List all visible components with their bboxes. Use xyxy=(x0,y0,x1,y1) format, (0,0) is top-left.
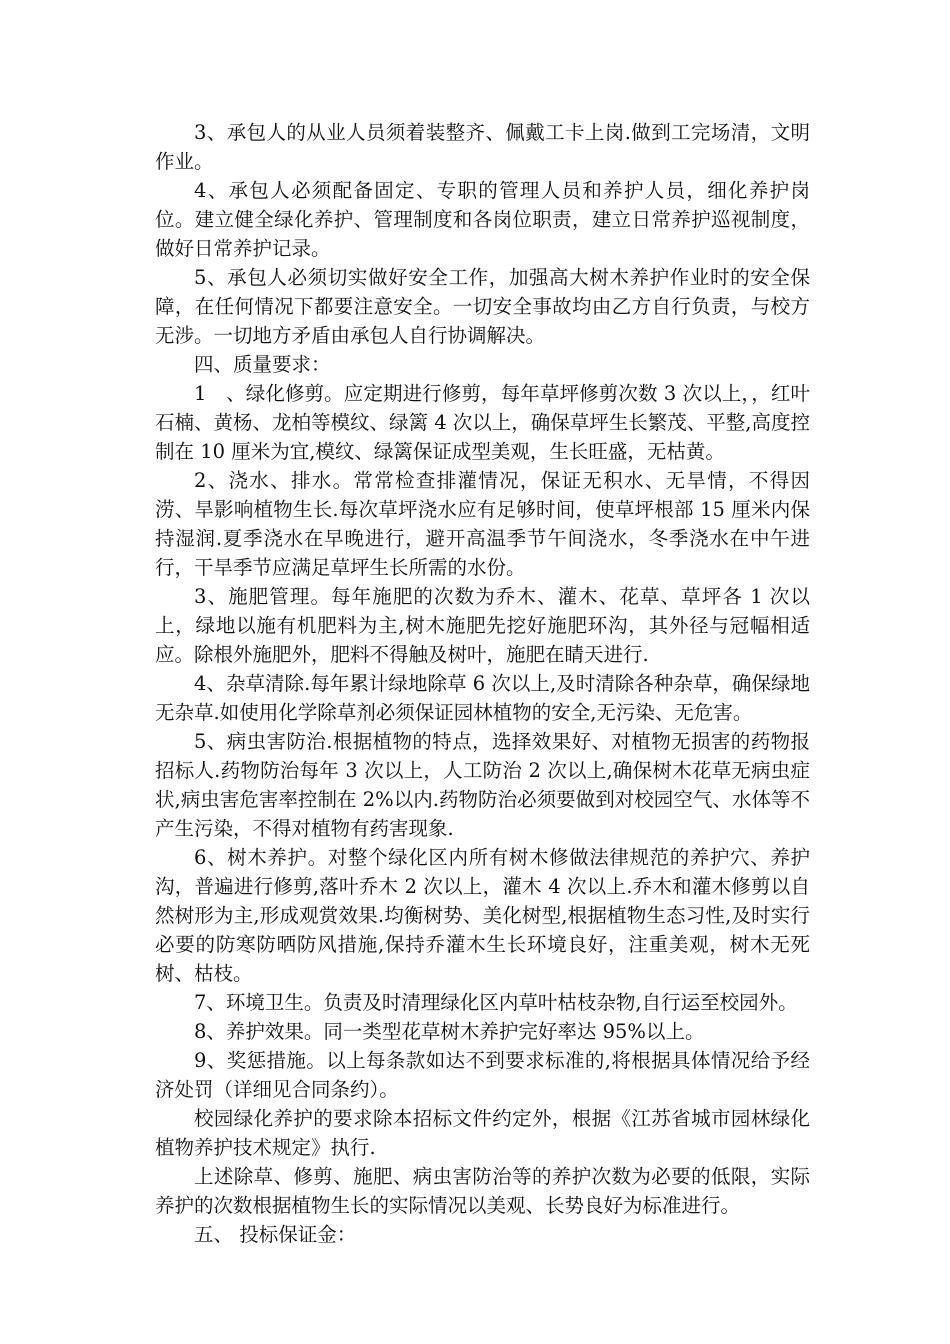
document-body xyxy=(155,118,810,1249)
paragraph-weeding: 4、杂草清除.每年累计绿地除草 6 次以上,及时清除各种杂草，确保绿地无杂草.如使用化学除草剂必须保证园林植物的安全,无污染、无危害。 xyxy=(155,672,810,724)
paragraph-minimum-frequency: 上述除草、修剪、施肥、病虫害防治等的养护次数为必要的低限，实际养护的次数根据植物生长的实际情况以美观、长势良好为标准进行。 xyxy=(155,1165,810,1217)
paragraph-rewards-penalties: 9、奖惩措施。以上每条款如达不到要求标准的,将根据具体情况给予经济处罚（详细见合同条约）。 xyxy=(155,1049,810,1101)
paragraph-staff-attire: 3、承包人的从业人员须着装整齐、佩戴工卡上岗.做到工完场清，文明作业。 xyxy=(155,121,810,173)
section-heading-quality: 四、质量要求： xyxy=(194,353,331,376)
section-heading-bid-bond: 五、 投标保证金： xyxy=(194,1223,357,1246)
paragraph-sanitation: 7、环境卫生。负责及时清理绿化区内草叶枯枝杂物,自行运至校园外。 xyxy=(194,991,798,1014)
paragraph-pest-control: 5、病虫害防治.根据植物的特点，选择效果好、对植物无损害的药物报招标人.药物防治每年 3 次以上，人工防治 2 次以上,确保树木花草无病虫症状,病虫害危害率控制在 2%以内.药物防治必须要做到对校园空气、水体等不产生污染，不得对植物有药害现象. xyxy=(155,730,810,840)
paragraph-management-staff: 4、承包人必须配备固定、专职的管理人员和养护人员，细化养护岗位。建立健全绿化养护、管理制度和各岗位职责，建立日常养护巡视制度，做好日常养护记录。 xyxy=(155,179,810,260)
paragraph-care-result: 8、养护效果。同一类型花草树木养护完好率达 95%以上。 xyxy=(194,1020,705,1043)
paragraph-fertilizing: 3、施肥管理。每年施肥的次数为乔木、灌木、花草、草坪各 1 次以上，绿地以施有机肥料为主,树木施肥先挖好施肥环沟，其外径与冠幅相适应。除根外施肥外，肥料不得触及树叶，施肥在睛天进行. xyxy=(155,585,810,666)
paragraph-pruning: 1 、绿化修剪。应定期进行修剪，每年草坪修剪次数 3 次以上，，红叶石楠、黄杨、龙柏等模纹、绿篱 4 次以上，确保草坪生长繁茂、平整,高度控制在 10 厘米为宜,模纹、绿篱保证成型美观，生长旺盛，无枯黄。 xyxy=(155,382,811,463)
paragraph-regulation-reference: 校园绿化养护的要求除本招标文件约定外，根据《江苏省城市园林绿化植物养护技术规定》执行. xyxy=(155,1107,810,1159)
paragraph-tree-care: 6、树木养护。对整个绿化区内所有树木修做法律规范的养护穴、养护沟，普遍进行修剪,落叶乔木 2 次以上，灌木 4 次以上.乔木和灌木修剪以自然树形为主,形成观赏效果.均衡树势、美化树型,根据植物生态习性,及时实行必要的防寒防晒防风措施,保持乔灌木生长环境良好，注重美观，树木无死树、枯枝。 xyxy=(155,846,810,985)
paragraph-watering: 2、浇水、排水。常常检查排灌情况，保证无积水、无旱情，不得因涝、旱影响植物生长.每次草坪浇水应有足够时间，使草坪根部 15 厘米内保持湿润.夏季浇水在早晚进行，避开高温季节午间浇水，冬季浇水在中午进行，干旱季节应满足草坪生长所需的水份。 xyxy=(155,469,810,579)
paragraph-safety: 5、承包人必须切实做好安全工作，加强高大树木养护作业时的安全保障，在任何情况下都要注意安全。一切安全事故均由乙方自行负责，与校方无涉。一切地方矛盾由承包人自行协调解决。 xyxy=(155,266,810,347)
